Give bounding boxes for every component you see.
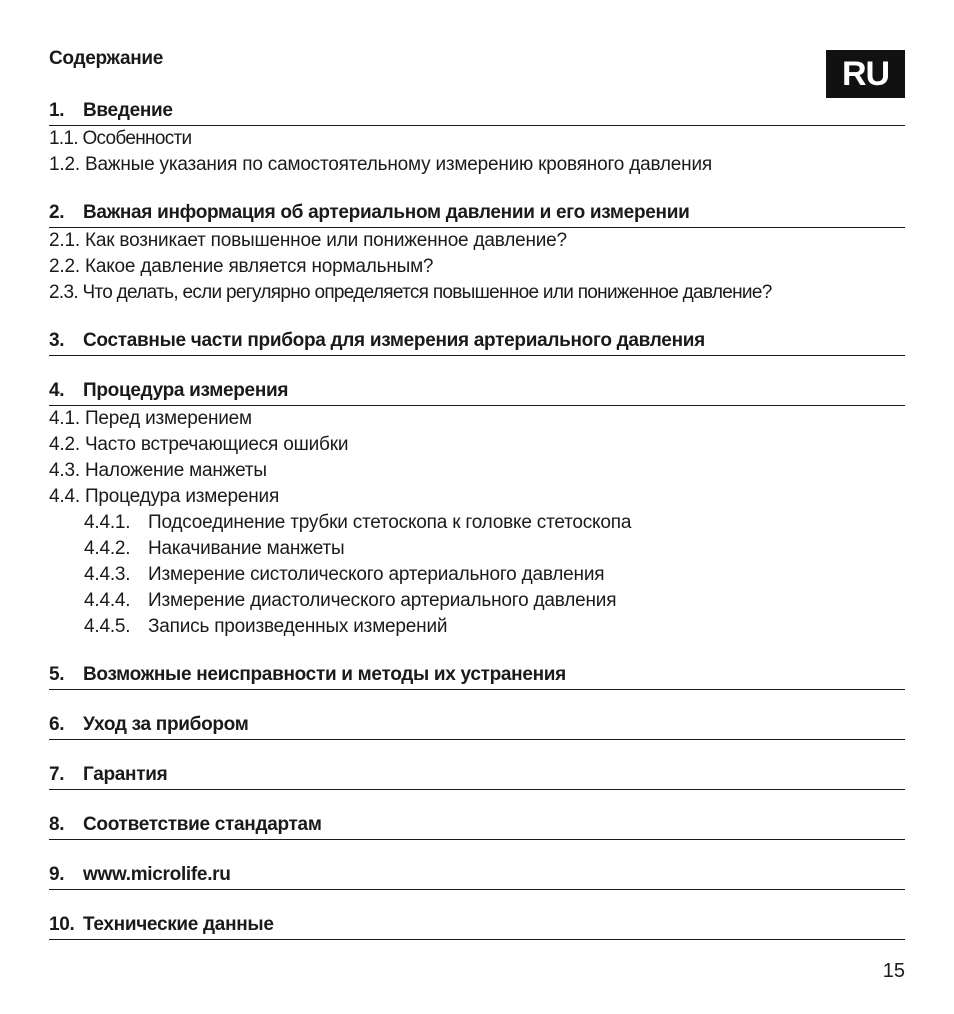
page-title: Содержание <box>49 48 164 69</box>
toc-item[interactable]: 4.4. Процедура измерения <box>49 486 280 507</box>
subitem-text: Измерение диастолического артериального давления <box>148 590 617 611</box>
subitem-number: 4.4.5. <box>84 616 131 637</box>
subitem-number: 4.4.2. <box>84 538 131 559</box>
toc-item[interactable]: 1.1. Особенности <box>49 128 192 149</box>
section-title: Возможные неисправности и методы их устранения <box>83 664 566 685</box>
page-number: 15 <box>882 960 905 982</box>
section-title: Технические данные <box>83 914 274 935</box>
toc-section-8 <box>49 812 905 840</box>
toc-item[interactable]: 2.3. Что делать, если регулярно определяется повышенное или пониженное давление? <box>49 282 772 303</box>
section-title: Введение <box>83 100 173 121</box>
section-title: Важная информация об артериальном давлении и его измерении <box>83 202 690 223</box>
toc-section-6 <box>49 712 905 740</box>
toc-section-heading[interactable] <box>49 912 905 940</box>
toc-section-1 <box>49 98 905 178</box>
toc-section-7 <box>49 762 905 790</box>
section-number: 5. <box>49 664 65 685</box>
section-title: Соответствие стандартам <box>83 814 322 835</box>
section-number: 6. <box>49 714 65 735</box>
section-title: www.microlife.ru <box>83 864 231 885</box>
toc-item[interactable]: 1.2. Важные указания по самостоятельному измерению кровяного давления <box>49 154 712 175</box>
toc-section-heading[interactable] <box>49 662 905 690</box>
toc-section-3 <box>49 328 905 356</box>
toc-section-heading[interactable] <box>49 328 905 356</box>
section-title: Уход за прибором <box>83 714 249 735</box>
section-number: 2. <box>49 202 65 223</box>
section-number: 1. <box>49 100 65 121</box>
section-number: 3. <box>49 330 65 351</box>
toc-item[interactable]: 4.3. Наложение манжеты <box>49 460 267 481</box>
table-of-contents <box>49 98 905 962</box>
language-badge: RU <box>826 50 905 98</box>
toc-section-heading[interactable] <box>49 712 905 740</box>
toc-subitem[interactable] <box>49 536 905 562</box>
toc-subitem[interactable] <box>49 510 905 536</box>
toc-item[interactable]: 4.2. Часто встречающиеся ошибки <box>49 434 349 455</box>
toc-section-10 <box>49 912 905 940</box>
toc-item[interactable]: 2.2. Какое давление является нормальным? <box>49 256 434 277</box>
toc-section-5 <box>49 662 905 690</box>
toc-section-heading[interactable] <box>49 200 905 228</box>
subitem-number: 4.4.3. <box>84 564 131 585</box>
subitem-text: Запись произведенных измерений <box>148 616 448 637</box>
section-title: Гарантия <box>83 764 168 785</box>
toc-section-heading[interactable] <box>49 98 905 126</box>
toc-section-4 <box>49 378 905 640</box>
toc-subitem[interactable] <box>49 614 905 640</box>
section-number: 7. <box>49 764 65 785</box>
toc-section-2 <box>49 200 905 306</box>
toc-section-heading[interactable] <box>49 378 905 406</box>
subitem-number: 4.4.1. <box>84 512 131 533</box>
toc-section-heading[interactable] <box>49 812 905 840</box>
section-number: 10. <box>49 914 75 935</box>
toc-subitem[interactable] <box>49 588 905 614</box>
toc-subitem[interactable] <box>49 562 905 588</box>
toc-item[interactable]: 4.1. Перед измерением <box>49 408 252 429</box>
toc-section-heading[interactable] <box>49 762 905 790</box>
toc-section-heading[interactable] <box>49 862 905 890</box>
section-number: 9. <box>49 864 65 885</box>
section-title: Составные части прибора для измерения артериального давления <box>83 330 705 351</box>
subitem-number: 4.4.4. <box>84 590 131 611</box>
subitem-text: Подсоединение трубки стетоскопа к головке стетоскопа <box>148 512 632 533</box>
subitem-text: Накачивание манжеты <box>148 538 345 559</box>
section-title: Процедура измерения <box>83 380 289 401</box>
section-number: 8. <box>49 814 65 835</box>
section-number: 4. <box>49 380 65 401</box>
toc-item[interactable]: 2.1. Как возникает повышенное или пониженное давление? <box>49 230 567 251</box>
toc-section-9 <box>49 862 905 890</box>
subitem-text: Измерение систолического артериального давления <box>148 564 605 585</box>
